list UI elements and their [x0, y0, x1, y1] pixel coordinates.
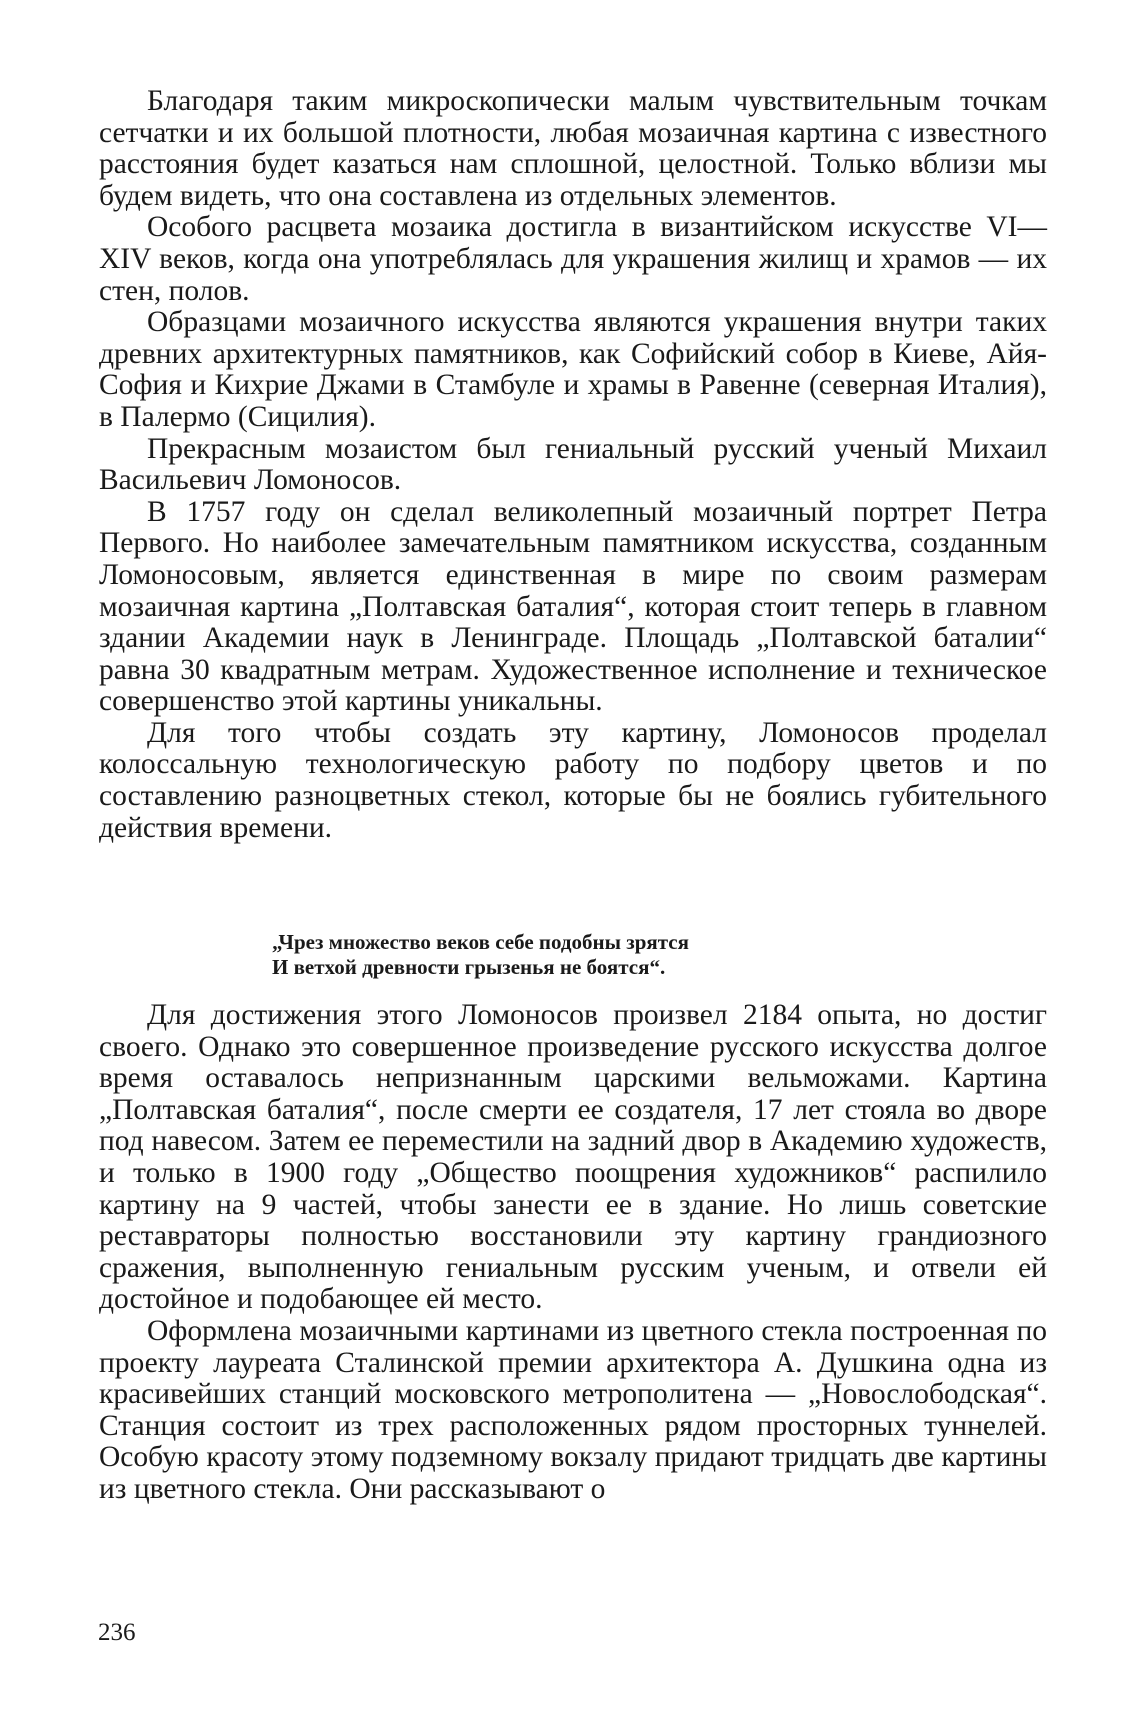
paragraph-metro-station: Оформлена мозаичными картинами из цветного стекла построенная по проекту лауреата Сталинской премии архитектора А. Душкина одна из красивейших станций московского метрополитена — „Новослободская“. Станция состоит из трех расположенных рядом просторных туннелей. Особую красоту этому подземному вокзалу придают тридцать две картины из цветного стекла. Они рассказывают о — [99, 1314, 1047, 1505]
paragraph-mosaic-examples: Образцами мозаичного искусства являются украшения внутри таких древних архитектурных памятников, как Софийский собор в Киеве, Айя-София и Кихрие Джами в Стамбуле и храмы в Равенне (северная Италия), в Палермо (Сицилия). — [99, 306, 1047, 433]
paragraph-technology-work: Для того чтобы создать эту картину, Ломоносов проделал колоссальную технологическую работу по подбору цветов и по составлению разноцветных стекол, которые бы не боялись губительного действия времени. — [99, 716, 1047, 844]
page-number: 236 — [98, 1619, 136, 1646]
verse-quote — [272, 930, 689, 980]
body-text-bottom — [99, 1000, 1047, 1506]
body-text-top — [99, 86, 1047, 844]
paragraph-poltava-battle: В 1757 году он сделал великолепный мозаичный портрет Петра Первого. Но наиболее замечательным памятником искусства, созданным Ломоносовым, является единственная в мире по своим размерам мозаичная картина „Полтавская баталия“, которая стоит теперь в главном здании Академии наук в Ленинграде. Площадь „Полтавской баталии“ равна 30 квадратным метрам. Художественное исполнение и техническое совершенство этой картины уникальны. — [99, 495, 1047, 718]
paragraph-lomonosov-intro: Прекрасным мозаистом был гениальный русский ученый Михаил Васильевич Ломоносов. — [99, 432, 1047, 497]
paragraph-byzantine-mosaic: Особого расцвета мозаика достигла в византийском искусстве VI—XIV веков, когда она употреблялась для украшения жилищ и храмов — их стен, полов. — [99, 211, 1047, 307]
verse-line: „Чрез множество веков себе подобны зрятся — [272, 930, 689, 954]
verse-line: И ветхой древности грызенья не боятся“. — [272, 955, 666, 979]
paragraph-mosaic-perception: Благодаря таким микроскопически малым чувствительным точкам сетчатки и их большой плотности, любая мозаичная картина с известного расстояния будет казаться нам сплошной, целостной. Только вблизи мы будем видеть, что она составлена из отдельных элементов. — [99, 85, 1047, 212]
paragraph-experiments-history: Для достижения этого Ломоносов произвел 2184 опыта, но достиг своего. Однако это совершенное произведение русского искусства долгое время оставалось непризнанным царскими вельможами. Картина „Полтавская баталия“, после смерти ее создателя, 17 лет стояла во дворе под навесом. Затем ее переместили на задний двор в Академию художеств, и только в 1900 году „Общество поощрения художников“ распилило картину на 9 частей, чтобы занести ее в здание. Но лишь советские реставраторы полностью восстановили эту картину грандиозного сражения, выполненную гениальным русским ученым, и отвели ей достойное и подобающее ей место. — [99, 999, 1047, 1316]
